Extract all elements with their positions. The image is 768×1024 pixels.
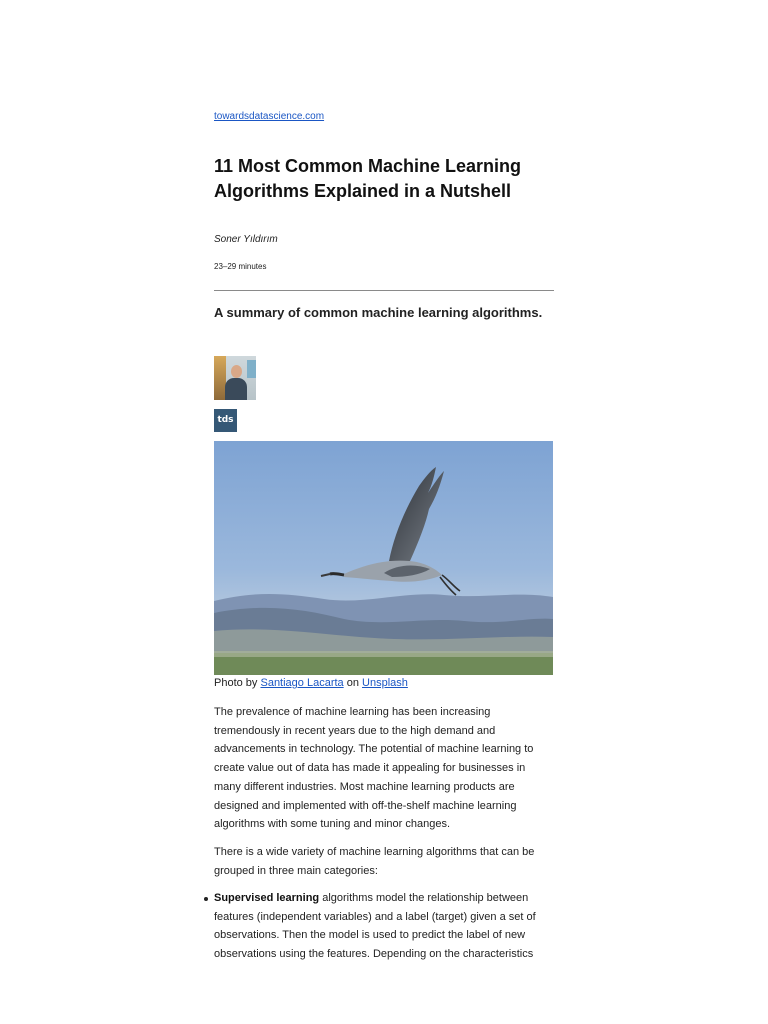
header-divider — [214, 290, 554, 291]
category-list — [214, 889, 549, 964]
publication-badge[interactable]: tds — [214, 409, 237, 432]
unsplash-link[interactable]: Unsplash — [362, 677, 408, 689]
caption-prefix: Photo by — [214, 677, 261, 689]
avatar-background-screen — [247, 360, 256, 378]
list-item-term: Supervised learning — [214, 892, 320, 904]
author-name: Soner Yıldırım — [214, 234, 278, 245]
caption-middle: on — [343, 677, 363, 689]
photo-caption — [214, 677, 408, 689]
list-item — [214, 889, 549, 964]
crane-neck — [330, 574, 344, 575]
article-title: 11 Most Common Machine Learning Algorithms Explained in a Nutshell — [214, 156, 522, 201]
avatar-head — [231, 365, 242, 378]
field-haze — [214, 651, 553, 657]
avatar-body — [225, 378, 247, 400]
list-item-text: algorithms model the relationship between features (independent variables) and a label (target) given a set of observations. Then the model is used to predict the label of new observations using the features. Depending on the characteristics — [214, 892, 536, 961]
source-link[interactable]: towardsdatascience.com — [214, 111, 325, 122]
body-paragraph: The prevalence of machine learning has been increasing tremendously in recent years due to the high demand and advancements in technology. The potential of machine learning to create value out of data has made it appealing for businesses in many different industries. Most machine learning products are designed and implemented with off-the-shelf machine learning algorithms with some tuning and minor changes. — [214, 706, 534, 831]
body-paragraph: There is a wide variety of machine learning algorithms that can be grouped in three main categories: — [214, 846, 535, 877]
photographer-link[interactable]: Santiago Lacarta — [260, 677, 344, 689]
author-avatar[interactable] — [214, 356, 256, 400]
article-subtitle: A summary of common machine learning algorithms. — [214, 305, 543, 320]
hero-image — [214, 441, 553, 675]
read-time: 23–29 minutes — [214, 262, 267, 271]
